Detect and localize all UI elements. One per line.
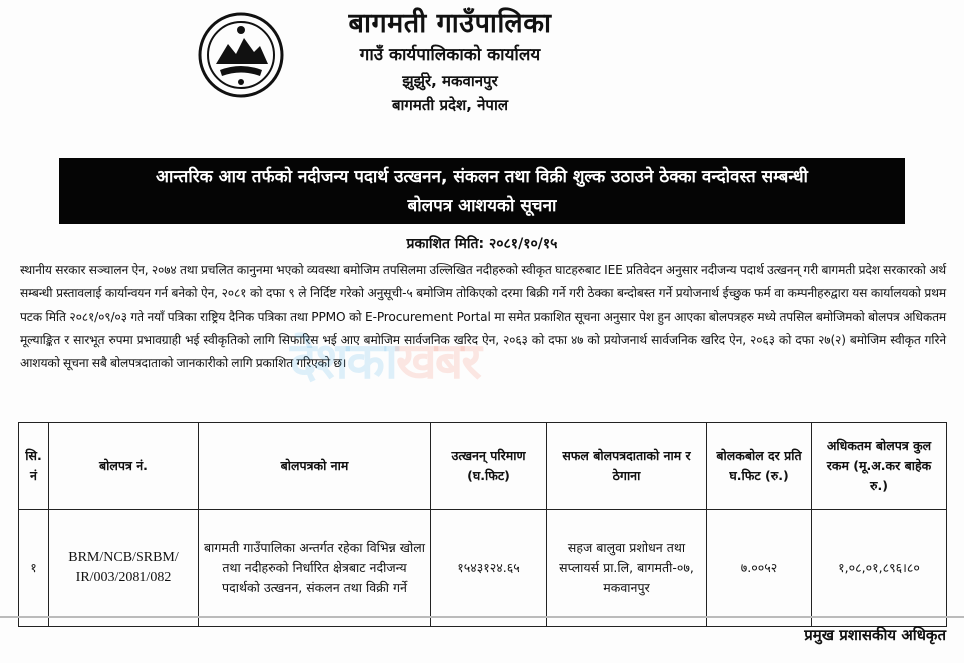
cell-serial: १ xyxy=(19,510,49,627)
notice-title-line2: बोलपत्र आशयको सूचना xyxy=(407,196,557,216)
cell-quantity: १५४३१२४.६५ xyxy=(431,510,547,627)
office-address-line1: झुर्झुरे, मकवानपुर xyxy=(402,72,498,90)
org-name: बागमती गाउँपालिका xyxy=(348,8,552,39)
notice-body: स्थानीय सरकार सञ्चालन ऐन, २०७४ तथा प्रचलित कानुनमा भएको व्यवस्था बमोजिम तपसिलमा उल्लिखित नदीहरुको स्वीकृत घाटहरुबाट IEE प्रतिवेदन अनुसार नदीजन्य पदार्थ उत्खनन् गरी बागमती प्रदेश सरकारको अर्थ सम्बन्धी प्रस्तावलाई कार्यान्वयन गर्न बनेको ऐन, २०८१ को दफा ९ ले निर्दिष्ट गरेको अनुसूची-५ बमोजिम तोकिएको दरमा बिक्री गर्ने गरी ठेक्का बन्दोबस्त गर्ने प्रयोजनार्थ ईच्छुक फर्म वा कम्पनीहरुद्वारा यस कार्यालयको प्रथम पटक मिति २०८१/०९/०३ गते नयाँ पत्रिका राष्ट्रिय दैनिक पत्रिका तथा PPMO को E-Procurement Portal मा समेत प्रकाशित सूचना अनुसार पेश हुन आएका बोलपत्रहरु मध्ये तपसिल बमोजिमको बोलपत्र अधिकतम मूल्याङ्कित र सारभूत रुपमा प्रभावग्राही भई स्वीकृतिको लागि सिफारिस भई आए बमोजिम सार्वजनिक खरिद ऐन, २०६३ को दफा ४७ को प्रयोजनार्थ सार्वजनिक खरिद ऐन, २०६३ को दफा २७(२) बमोजिम स्वीकृत गरिने आशयको सूचना सबै बोलपत्रदाताको जानकारीको लागि प्रकाशित गरिएको छ। xyxy=(20,263,946,371)
col-header-bidder: सफल बोलपत्रदाताको नाम र ठेगाना xyxy=(547,423,707,510)
divider xyxy=(0,616,964,618)
signature: प्रमुख प्रशासकीय अधिकृत xyxy=(804,626,946,644)
nepal-emblem-logo xyxy=(198,12,284,98)
notice-title-line1: आन्तरिक आय तर्फको नदीजन्य पदार्थ उत्खनन, संकलन तथा विक्री शुल्क उठाउने ठेक्का वन्दोवस्त सम्बन्धी xyxy=(156,167,808,187)
cell-bidder: सहज बालुवा प्रशोधन तथा सप्लायर्स प्रा.लि, बागमती-०७, मकवानपुर xyxy=(547,510,707,627)
cell-total: १,०८,०१,८९६।८० xyxy=(812,510,947,627)
cell-bid-number: BRM/NCB/SRBM/ IR/003/2081/082 xyxy=(49,510,199,627)
col-header-rate: बोलकबोल दर प्रति घ.फिट (रु.) xyxy=(707,423,812,510)
cell-bid-name: बागमती गाउँपालिका अन्तर्गत रहेका विभिन्न खोला तथा नदीहरुको निर्धारित क्षेत्रबाट नदीजन्य पदार्थको उत्खनन, संकलन तथा विक्री गर्ने xyxy=(199,510,431,627)
col-header-quantity: उत्खनन् परिमाण (घ.फिट) xyxy=(431,423,547,510)
office-header xyxy=(300,6,600,117)
table-header-row xyxy=(19,423,947,510)
watermark-part2: खबर xyxy=(395,332,480,390)
col-header-bid-name: बोलपत्रको नाम xyxy=(199,423,431,510)
award-table xyxy=(18,422,947,627)
cell-rate: ७.००५२ xyxy=(707,510,812,627)
office-address-line2: बागमती प्रदेश, नेपाल xyxy=(391,96,509,114)
published-date: प्रकाशित मिति: २०८१/१०/१५ xyxy=(406,236,558,252)
col-header-serial: सि. नं xyxy=(19,423,49,510)
table-row xyxy=(19,510,947,627)
col-header-total: अधिकतम बोलपत्र कुल रकम (मू.अ.कर बाहेक रु.) xyxy=(812,423,947,510)
notice-title-banner xyxy=(59,158,905,224)
col-header-bid-number: बोलपत्र नं. xyxy=(49,423,199,510)
watermark-part1: देशका xyxy=(290,332,396,390)
office-name: गाउँ कार्यपालिकाको कार्यालय xyxy=(359,45,541,65)
